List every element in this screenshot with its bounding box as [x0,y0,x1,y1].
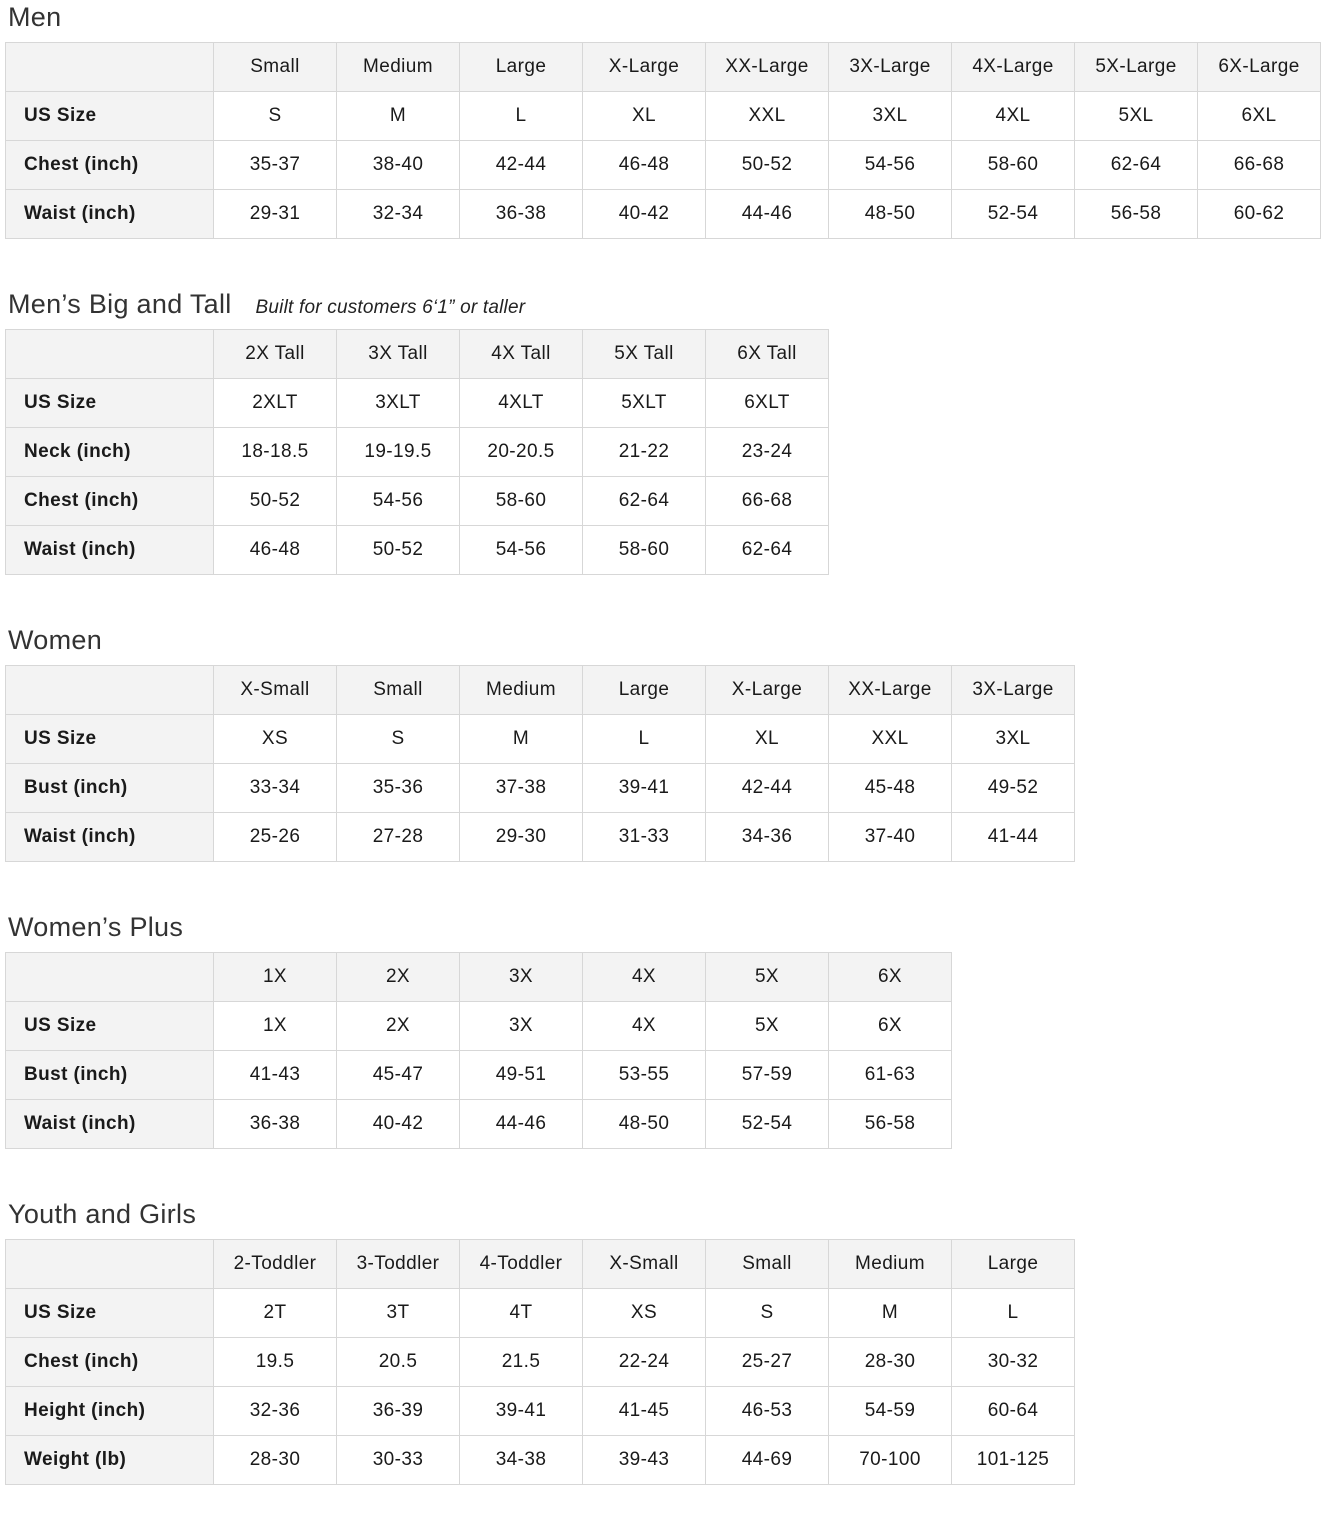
size-cell: 42-44 [706,764,829,813]
column-header: X-Small [583,1240,706,1289]
size-cell: 21.5 [460,1338,583,1387]
size-cell: XS [583,1289,706,1338]
size-cell: 60-62 [1198,190,1321,239]
column-header: 3X-Large [829,43,952,92]
column-header: 4X-Large [952,43,1075,92]
size-cell: 54-56 [829,141,952,190]
size-cell: 54-56 [460,526,583,575]
table-row [6,1338,1075,1387]
row-label: US Size [6,92,214,141]
column-header: 6X-Large [1198,43,1321,92]
size-cell: 35-37 [214,141,337,190]
column-header: Small [214,43,337,92]
size-cell: 52-54 [952,190,1075,239]
size-cell: 54-56 [337,477,460,526]
size-chart-sections [5,2,1325,1485]
size-cell: 3X [460,1002,583,1051]
size-cell: 50-52 [337,526,460,575]
size-cell: 44-69 [706,1436,829,1485]
size-cell: 22-24 [583,1338,706,1387]
size-cell: 61-63 [829,1051,952,1100]
section-men-s-big-and-tall [5,289,1325,575]
header-row [6,1240,1075,1289]
size-cell: 53-55 [583,1051,706,1100]
row-label: US Size [6,715,214,764]
row-label: US Size [6,1289,214,1338]
size-cell: 60-64 [952,1387,1075,1436]
size-cell: 50-52 [706,141,829,190]
size-table-youth-and-girls [5,1239,1075,1485]
table-row [6,715,1075,764]
column-header: 4-Toddler [460,1240,583,1289]
table-row [6,1002,952,1051]
row-label: Neck (inch) [6,428,214,477]
table-row [6,92,1321,141]
size-cell: 4X [583,1002,706,1051]
size-cell: 1X [214,1002,337,1051]
size-cell: 57-59 [706,1051,829,1100]
row-label: Chest (inch) [6,1338,214,1387]
column-header: 4X Tall [460,330,583,379]
size-cell: 36-39 [337,1387,460,1436]
header-row [6,666,1075,715]
row-label: Waist (inch) [6,1100,214,1149]
size-cell: 33-34 [214,764,337,813]
size-cell: 48-50 [829,190,952,239]
size-cell: 39-43 [583,1436,706,1485]
row-label: Bust (inch) [6,764,214,813]
size-cell: 44-46 [460,1100,583,1149]
column-header: X-Small [214,666,337,715]
size-cell: XS [214,715,337,764]
column-header: Large [460,43,583,92]
column-header: 6X [829,953,952,1002]
size-cell: 39-41 [583,764,706,813]
size-table-women [5,665,1075,862]
size-cell: 31-33 [583,813,706,862]
row-label: Bust (inch) [6,1051,214,1100]
table-row [6,764,1075,813]
size-cell: L [460,92,583,141]
size-cell: 20-20.5 [460,428,583,477]
table-row [6,1100,952,1149]
column-header: Large [583,666,706,715]
size-cell: S [706,1289,829,1338]
row-label: Chest (inch) [6,477,214,526]
size-cell: 48-50 [583,1100,706,1149]
size-cell: 28-30 [829,1338,952,1387]
size-cell: M [337,92,460,141]
size-cell: 36-38 [214,1100,337,1149]
size-cell: 46-48 [583,141,706,190]
column-header: 2X [337,953,460,1002]
size-cell: 45-47 [337,1051,460,1100]
row-label: Chest (inch) [6,141,214,190]
section-title: Men [8,2,62,32]
size-cell: L [952,1289,1075,1338]
section-women-s-plus [5,912,1325,1149]
size-cell: 25-27 [706,1338,829,1387]
header-row [6,43,1321,92]
row-label: Height (inch) [6,1387,214,1436]
row-label: Waist (inch) [6,190,214,239]
size-cell: 62-64 [1075,141,1198,190]
size-cell: 3XL [952,715,1075,764]
size-cell: 44-46 [706,190,829,239]
column-header: 5X [706,953,829,1002]
column-header: Small [706,1240,829,1289]
size-cell: 18-18.5 [214,428,337,477]
size-cell: XXL [829,715,952,764]
table-row [6,428,829,477]
section-header [8,625,1325,656]
size-cell: 37-40 [829,813,952,862]
size-cell: 58-60 [583,526,706,575]
column-header: 1X [214,953,337,1002]
column-header: 4X [583,953,706,1002]
row-label: Waist (inch) [6,526,214,575]
section-title: Women [8,625,103,655]
column-header: 3X Tall [337,330,460,379]
table-row [6,1436,1075,1485]
size-cell: 38-40 [337,141,460,190]
section-header [8,289,1325,320]
corner-cell [6,1240,214,1289]
column-header: XX-Large [829,666,952,715]
size-cell: 19.5 [214,1338,337,1387]
size-cell: 3XLT [337,379,460,428]
corner-cell [6,953,214,1002]
size-cell: 5XL [1075,92,1198,141]
table-row [6,379,829,428]
size-cell: 6XLT [706,379,829,428]
size-cell: 35-36 [337,764,460,813]
corner-cell [6,43,214,92]
size-cell: 32-34 [337,190,460,239]
size-cell: 62-64 [706,526,829,575]
size-cell: 66-68 [706,477,829,526]
size-cell: 2XLT [214,379,337,428]
table-row [6,141,1321,190]
size-cell: 41-44 [952,813,1075,862]
size-cell: 39-41 [460,1387,583,1436]
size-cell: 4XLT [460,379,583,428]
size-cell: 6X [829,1002,952,1051]
size-cell: 62-64 [583,477,706,526]
size-cell: M [460,715,583,764]
section-header [8,1199,1325,1230]
size-cell: 101-125 [952,1436,1075,1485]
size-cell: 6XL [1198,92,1321,141]
column-header: 3X-Large [952,666,1075,715]
section-header [8,912,1325,943]
size-cell: 20.5 [337,1338,460,1387]
table-row [6,526,829,575]
column-header: 2-Toddler [214,1240,337,1289]
corner-cell [6,666,214,715]
size-cell: 34-36 [706,813,829,862]
size-cell: 34-38 [460,1436,583,1485]
size-cell: 27-28 [337,813,460,862]
table-row [6,1387,1075,1436]
size-cell: 46-53 [706,1387,829,1436]
table-row [6,1289,1075,1338]
column-header: 3-Toddler [337,1240,460,1289]
size-cell: 40-42 [337,1100,460,1149]
size-cell: 29-30 [460,813,583,862]
column-header: 5X Tall [583,330,706,379]
header-row [6,330,829,379]
size-cell: 5X [706,1002,829,1051]
size-cell: 36-38 [460,190,583,239]
section-title: Women’s Plus [8,912,184,942]
size-table-men-s-big-and-tall [5,329,829,575]
column-header: Medium [460,666,583,715]
section-youth-and-girls [5,1199,1325,1485]
size-cell: 42-44 [460,141,583,190]
column-header: Large [952,1240,1075,1289]
size-cell: 66-68 [1198,141,1321,190]
header-row [6,953,952,1002]
size-cell: S [214,92,337,141]
row-label: Weight (lb) [6,1436,214,1485]
row-label: Waist (inch) [6,813,214,862]
table-row [6,190,1321,239]
column-header: Medium [829,1240,952,1289]
size-cell: 41-45 [583,1387,706,1436]
column-header: 3X [460,953,583,1002]
size-cell: 29-31 [214,190,337,239]
size-cell: XXL [706,92,829,141]
size-cell: 58-60 [952,141,1075,190]
size-cell: 30-32 [952,1338,1075,1387]
size-cell: 46-48 [214,526,337,575]
size-cell: 3XL [829,92,952,141]
size-cell: M [829,1289,952,1338]
column-header: XX-Large [706,43,829,92]
size-cell: 2X [337,1002,460,1051]
size-cell: 40-42 [583,190,706,239]
section-title: Youth and Girls [8,1199,197,1229]
size-cell: 58-60 [460,477,583,526]
size-cell: 5XLT [583,379,706,428]
column-header: 6X Tall [706,330,829,379]
column-header: X-Large [583,43,706,92]
size-cell: 41-43 [214,1051,337,1100]
size-cell: 4XL [952,92,1075,141]
size-cell: 28-30 [214,1436,337,1485]
size-cell: 2T [214,1289,337,1338]
size-cell: 54-59 [829,1387,952,1436]
size-table-men [5,42,1321,239]
size-cell: 52-54 [706,1100,829,1149]
corner-cell [6,330,214,379]
column-header: 2X Tall [214,330,337,379]
size-cell: 70-100 [829,1436,952,1485]
section-header [8,2,1325,33]
section-women [5,625,1325,862]
row-label: US Size [6,379,214,428]
size-cell: 49-51 [460,1051,583,1100]
column-header: X-Large [706,666,829,715]
size-cell: XL [583,92,706,141]
size-cell: 19-19.5 [337,428,460,477]
table-row [6,813,1075,862]
table-row [6,477,829,526]
table-row [6,1051,952,1100]
size-cell: 37-38 [460,764,583,813]
size-cell: 25-26 [214,813,337,862]
size-cell: 4T [460,1289,583,1338]
size-cell: 23-24 [706,428,829,477]
column-header: Small [337,666,460,715]
size-cell: XL [706,715,829,764]
size-cell: 50-52 [214,477,337,526]
column-header: Medium [337,43,460,92]
size-cell: S [337,715,460,764]
size-cell: 30-33 [337,1436,460,1485]
section-title: Men’s Big and Tall [8,289,232,319]
size-cell: 21-22 [583,428,706,477]
column-header: 5X-Large [1075,43,1198,92]
section-men [5,2,1325,239]
size-cell: 56-58 [829,1100,952,1149]
size-cell: 45-48 [829,764,952,813]
size-table-women-s-plus [5,952,952,1149]
row-label: US Size [6,1002,214,1051]
size-cell: 32-36 [214,1387,337,1436]
size-cell: 56-58 [1075,190,1198,239]
size-cell: 3T [337,1289,460,1338]
size-cell: L [583,715,706,764]
size-cell: 49-52 [952,764,1075,813]
section-subtitle: Built for customers 6‘1” or taller [255,297,526,318]
